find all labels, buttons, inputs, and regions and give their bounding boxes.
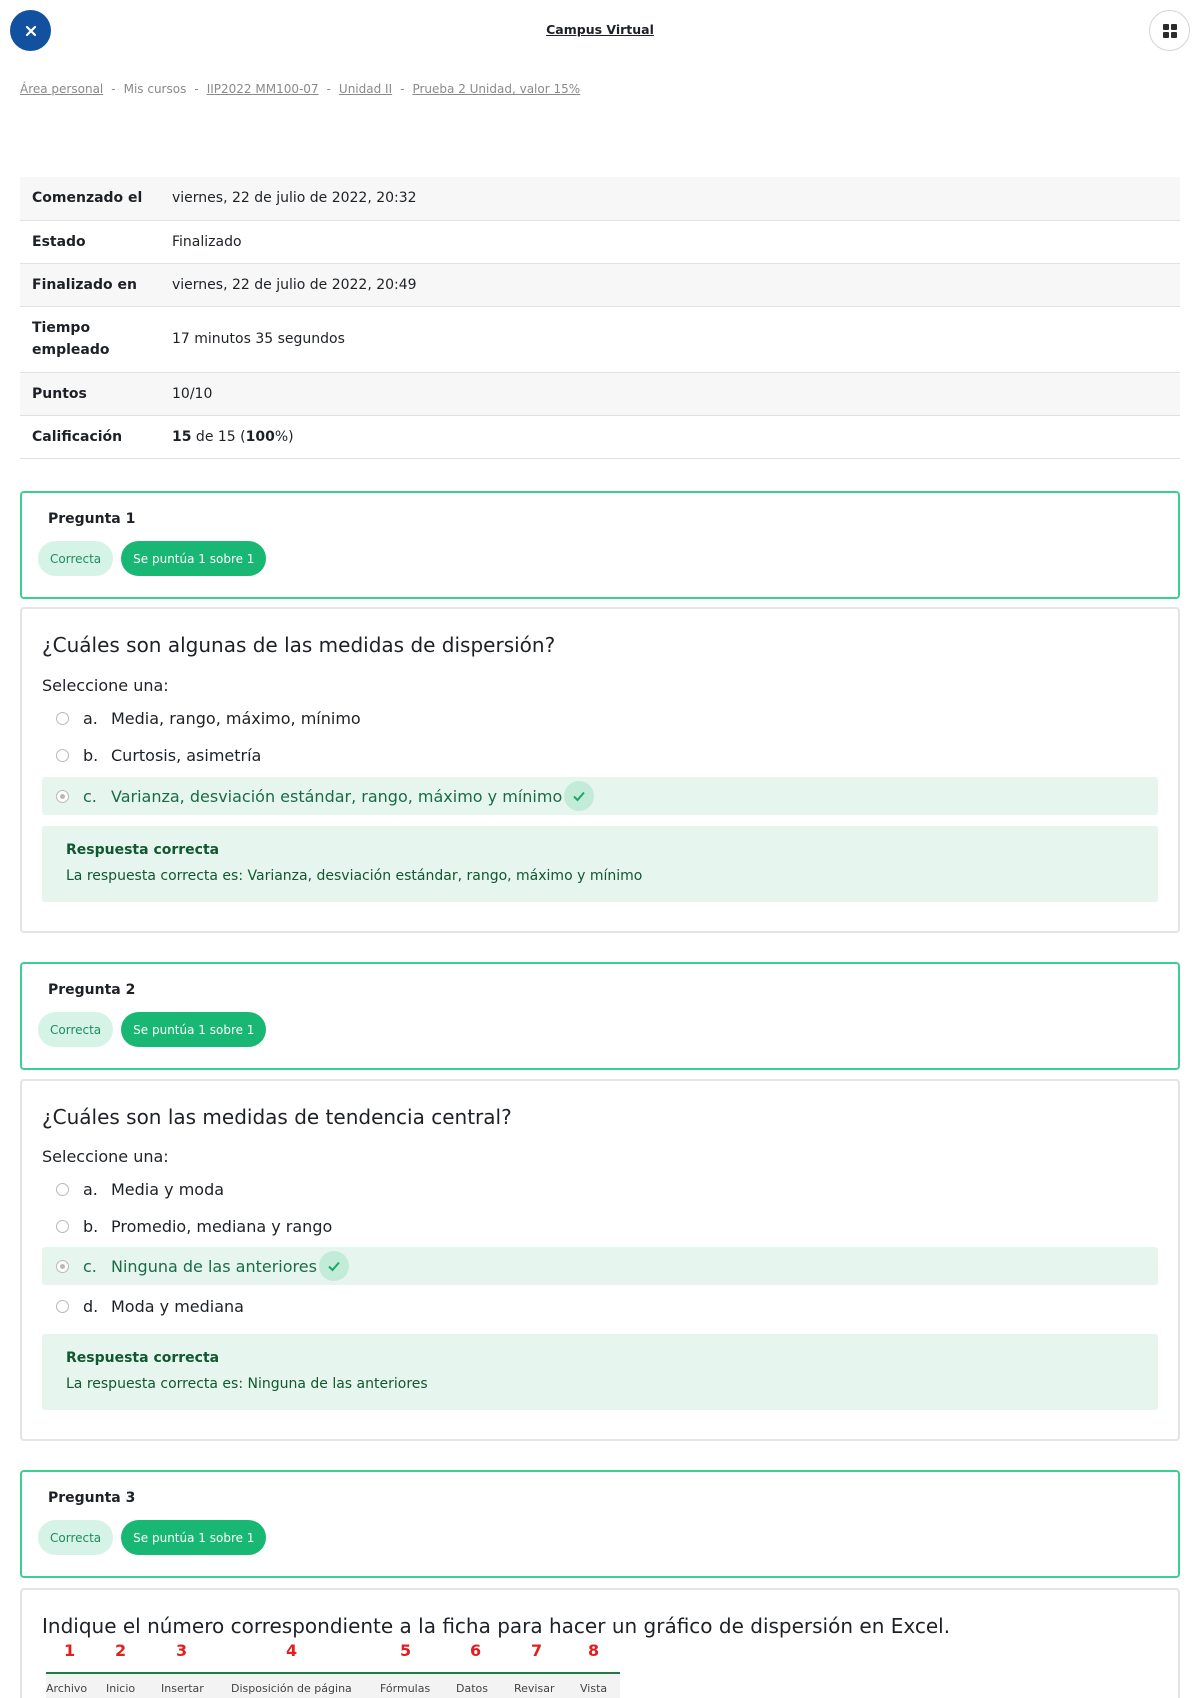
excel-ribbon-image	[46, 1641, 620, 1698]
summary-label-line: Tiempo	[32, 320, 91, 336]
summary-label	[20, 306, 160, 372]
radio-button[interactable]	[56, 749, 69, 762]
ribbon-number: 1	[64, 1641, 76, 1660]
summary-value	[160, 415, 1180, 458]
ribbon-tab: Inicio	[106, 1682, 136, 1695]
blocks-drawer-button[interactable]	[1149, 10, 1190, 51]
summary-row-time	[20, 306, 1180, 372]
option-letter: c.	[83, 1256, 97, 1276]
question-text: ¿Cuáles son las medidas de tendencia central?	[42, 1105, 512, 1129]
grade-score: 15	[172, 428, 192, 445]
grade-end: %)	[274, 428, 294, 445]
score-badge: Se puntúa 1 sobre 1	[121, 1520, 266, 1555]
radio-button[interactable]	[56, 790, 69, 803]
option-letter: d.	[83, 1296, 99, 1316]
answer-option-c[interactable]	[42, 1247, 1158, 1285]
answer-option-c[interactable]	[42, 777, 1158, 815]
option-letter: b.	[83, 745, 99, 765]
breadcrumb-separator: -	[194, 82, 199, 96]
summary-row-finished	[20, 263, 1180, 306]
summary-label: Estado	[20, 220, 160, 263]
option-label: Moda y mediana	[111, 1296, 244, 1316]
ribbon-number: 3	[176, 1641, 188, 1660]
summary-value: viernes, 22 de julio de 2022, 20:32	[160, 177, 1180, 220]
select-one-label: Seleccione una:	[42, 676, 169, 695]
score-badge: Se puntúa 1 sobre 1	[121, 541, 266, 576]
question-badges	[38, 1012, 266, 1047]
summary-row-points	[20, 372, 1180, 415]
summary-value: Finalizado	[160, 220, 1180, 263]
grid-icon	[1163, 24, 1177, 38]
score-badge: Se puntúa 1 sobre 1	[121, 1012, 266, 1047]
feedback-box	[42, 826, 1158, 902]
radio-button[interactable]	[56, 1260, 69, 1273]
question-2-info	[20, 962, 1180, 1070]
option-label: Media y moda	[111, 1179, 225, 1199]
summary-row-started	[20, 177, 1180, 220]
attempt-summary-table	[20, 177, 1180, 459]
feedback-title: Respuesta correcta	[66, 1350, 220, 1366]
option-letter: c.	[83, 786, 97, 806]
ribbon-number: 5	[400, 1641, 412, 1660]
option-label: Curtosis, asimetría	[111, 745, 262, 765]
status-badge: Correcta	[38, 1012, 113, 1047]
breadcrumb-item-unit[interactable]: Unidad II	[338, 82, 393, 96]
question-badges	[38, 1520, 266, 1555]
summary-value: viernes, 22 de julio de 2022, 20:49	[160, 263, 1180, 306]
breadcrumb-separator: -	[111, 82, 116, 96]
summary-label: Comenzado el	[20, 177, 160, 220]
radio-button[interactable]	[56, 1300, 69, 1313]
radio-button[interactable]	[56, 1220, 69, 1233]
feedback-text: La respuesta correcta es: Ninguna de las anteriores	[66, 1376, 428, 1392]
question-title: Pregunta 2	[48, 982, 136, 998]
status-badge: Correcta	[38, 541, 113, 576]
status-badge: Correcta	[38, 1520, 113, 1555]
breadcrumb	[20, 82, 580, 96]
ribbon-tab: Vista	[580, 1682, 608, 1695]
ribbon-number: 2	[115, 1641, 127, 1660]
summary-label: Puntos	[20, 372, 160, 415]
ribbon-tab: Datos	[456, 1682, 488, 1695]
ribbon-tab: Insertar	[161, 1682, 204, 1695]
answer-option-b[interactable]	[42, 736, 1158, 774]
ribbon-number: 8	[588, 1641, 600, 1660]
ribbon-tab: Disposición de página	[231, 1682, 352, 1695]
ribbon-tab: Fórmulas	[380, 1682, 431, 1695]
ribbon-number: 7	[531, 1641, 543, 1660]
select-one-label: Seleccione una:	[42, 1147, 169, 1166]
question-badges	[38, 541, 266, 576]
grade-of: de 15 (	[191, 428, 246, 445]
question-3-info	[20, 1470, 1180, 1578]
breadcrumb-item-mis-cursos: Mis cursos	[123, 82, 187, 96]
check-icon	[564, 781, 594, 811]
option-letter: b.	[83, 1216, 99, 1236]
app-title	[0, 22, 1200, 37]
summary-label: Calificación	[20, 415, 160, 458]
radio-button[interactable]	[56, 712, 69, 725]
ribbon-tabs	[46, 1674, 620, 1698]
option-label: Media, rango, máximo, mínimo	[111, 708, 361, 728]
answer-option-a[interactable]	[42, 699, 1158, 737]
question-text: Indique el número correspondiente a la ficha para hacer un gráfico de dispersión en Excel.	[42, 1614, 951, 1638]
summary-row-state	[20, 220, 1180, 263]
answer-option-b[interactable]	[42, 1207, 1158, 1245]
question-title: Pregunta 1	[48, 511, 136, 527]
ribbon-tab: Archivo	[46, 1682, 88, 1695]
option-letter: a.	[83, 1179, 98, 1199]
option-letter: a.	[83, 708, 98, 728]
ribbon-number: 6	[470, 1641, 482, 1660]
summary-row-grade	[20, 415, 1180, 458]
breadcrumb-separator: -	[326, 82, 331, 96]
option-label: Promedio, mediana y rango	[111, 1216, 333, 1236]
answer-option-a[interactable]	[42, 1170, 1158, 1208]
feedback-text: La respuesta correcta es: Varianza, desviación estándar, rango, máximo y mínimo	[66, 868, 643, 884]
ribbon-tab: Revisar	[514, 1682, 555, 1695]
summary-value: 10/10	[160, 372, 1180, 415]
breadcrumb-separator: -	[400, 82, 405, 96]
feedback-title: Respuesta correcta	[66, 842, 220, 858]
radio-button[interactable]	[56, 1183, 69, 1196]
ribbon-numbers	[46, 1641, 620, 1663]
question-title: Pregunta 3	[48, 1490, 136, 1506]
answer-option-d[interactable]	[42, 1287, 1158, 1325]
option-label: Varianza, desviación estándar, rango, máximo y mínimo	[111, 786, 563, 806]
summary-label-line: empleado	[32, 342, 110, 358]
feedback-box	[42, 1334, 1158, 1410]
question-1-info	[20, 491, 1180, 599]
summary-label: Finalizado en	[20, 263, 160, 306]
question-2-content	[20, 1079, 1180, 1441]
breadcrumb-item-course[interactable]: IIP2022 MM100-07	[206, 82, 319, 96]
app-title-link[interactable]: Campus Virtual	[546, 22, 654, 37]
check-icon	[319, 1251, 349, 1281]
ribbon-number: 4	[286, 1641, 298, 1660]
option-label: Ninguna de las anteriores	[111, 1256, 317, 1276]
grade-percent: 100	[245, 428, 275, 445]
breadcrumb-item-quiz[interactable]: Prueba 2 Unidad, valor 15%	[412, 82, 581, 96]
question-text: ¿Cuáles son algunas de las medidas de dispersión?	[42, 633, 556, 657]
question-1-content	[20, 607, 1180, 933]
summary-value: 17 minutos 35 segundos	[160, 306, 1180, 372]
breadcrumb-item-area-personal[interactable]: Área personal	[20, 82, 104, 96]
